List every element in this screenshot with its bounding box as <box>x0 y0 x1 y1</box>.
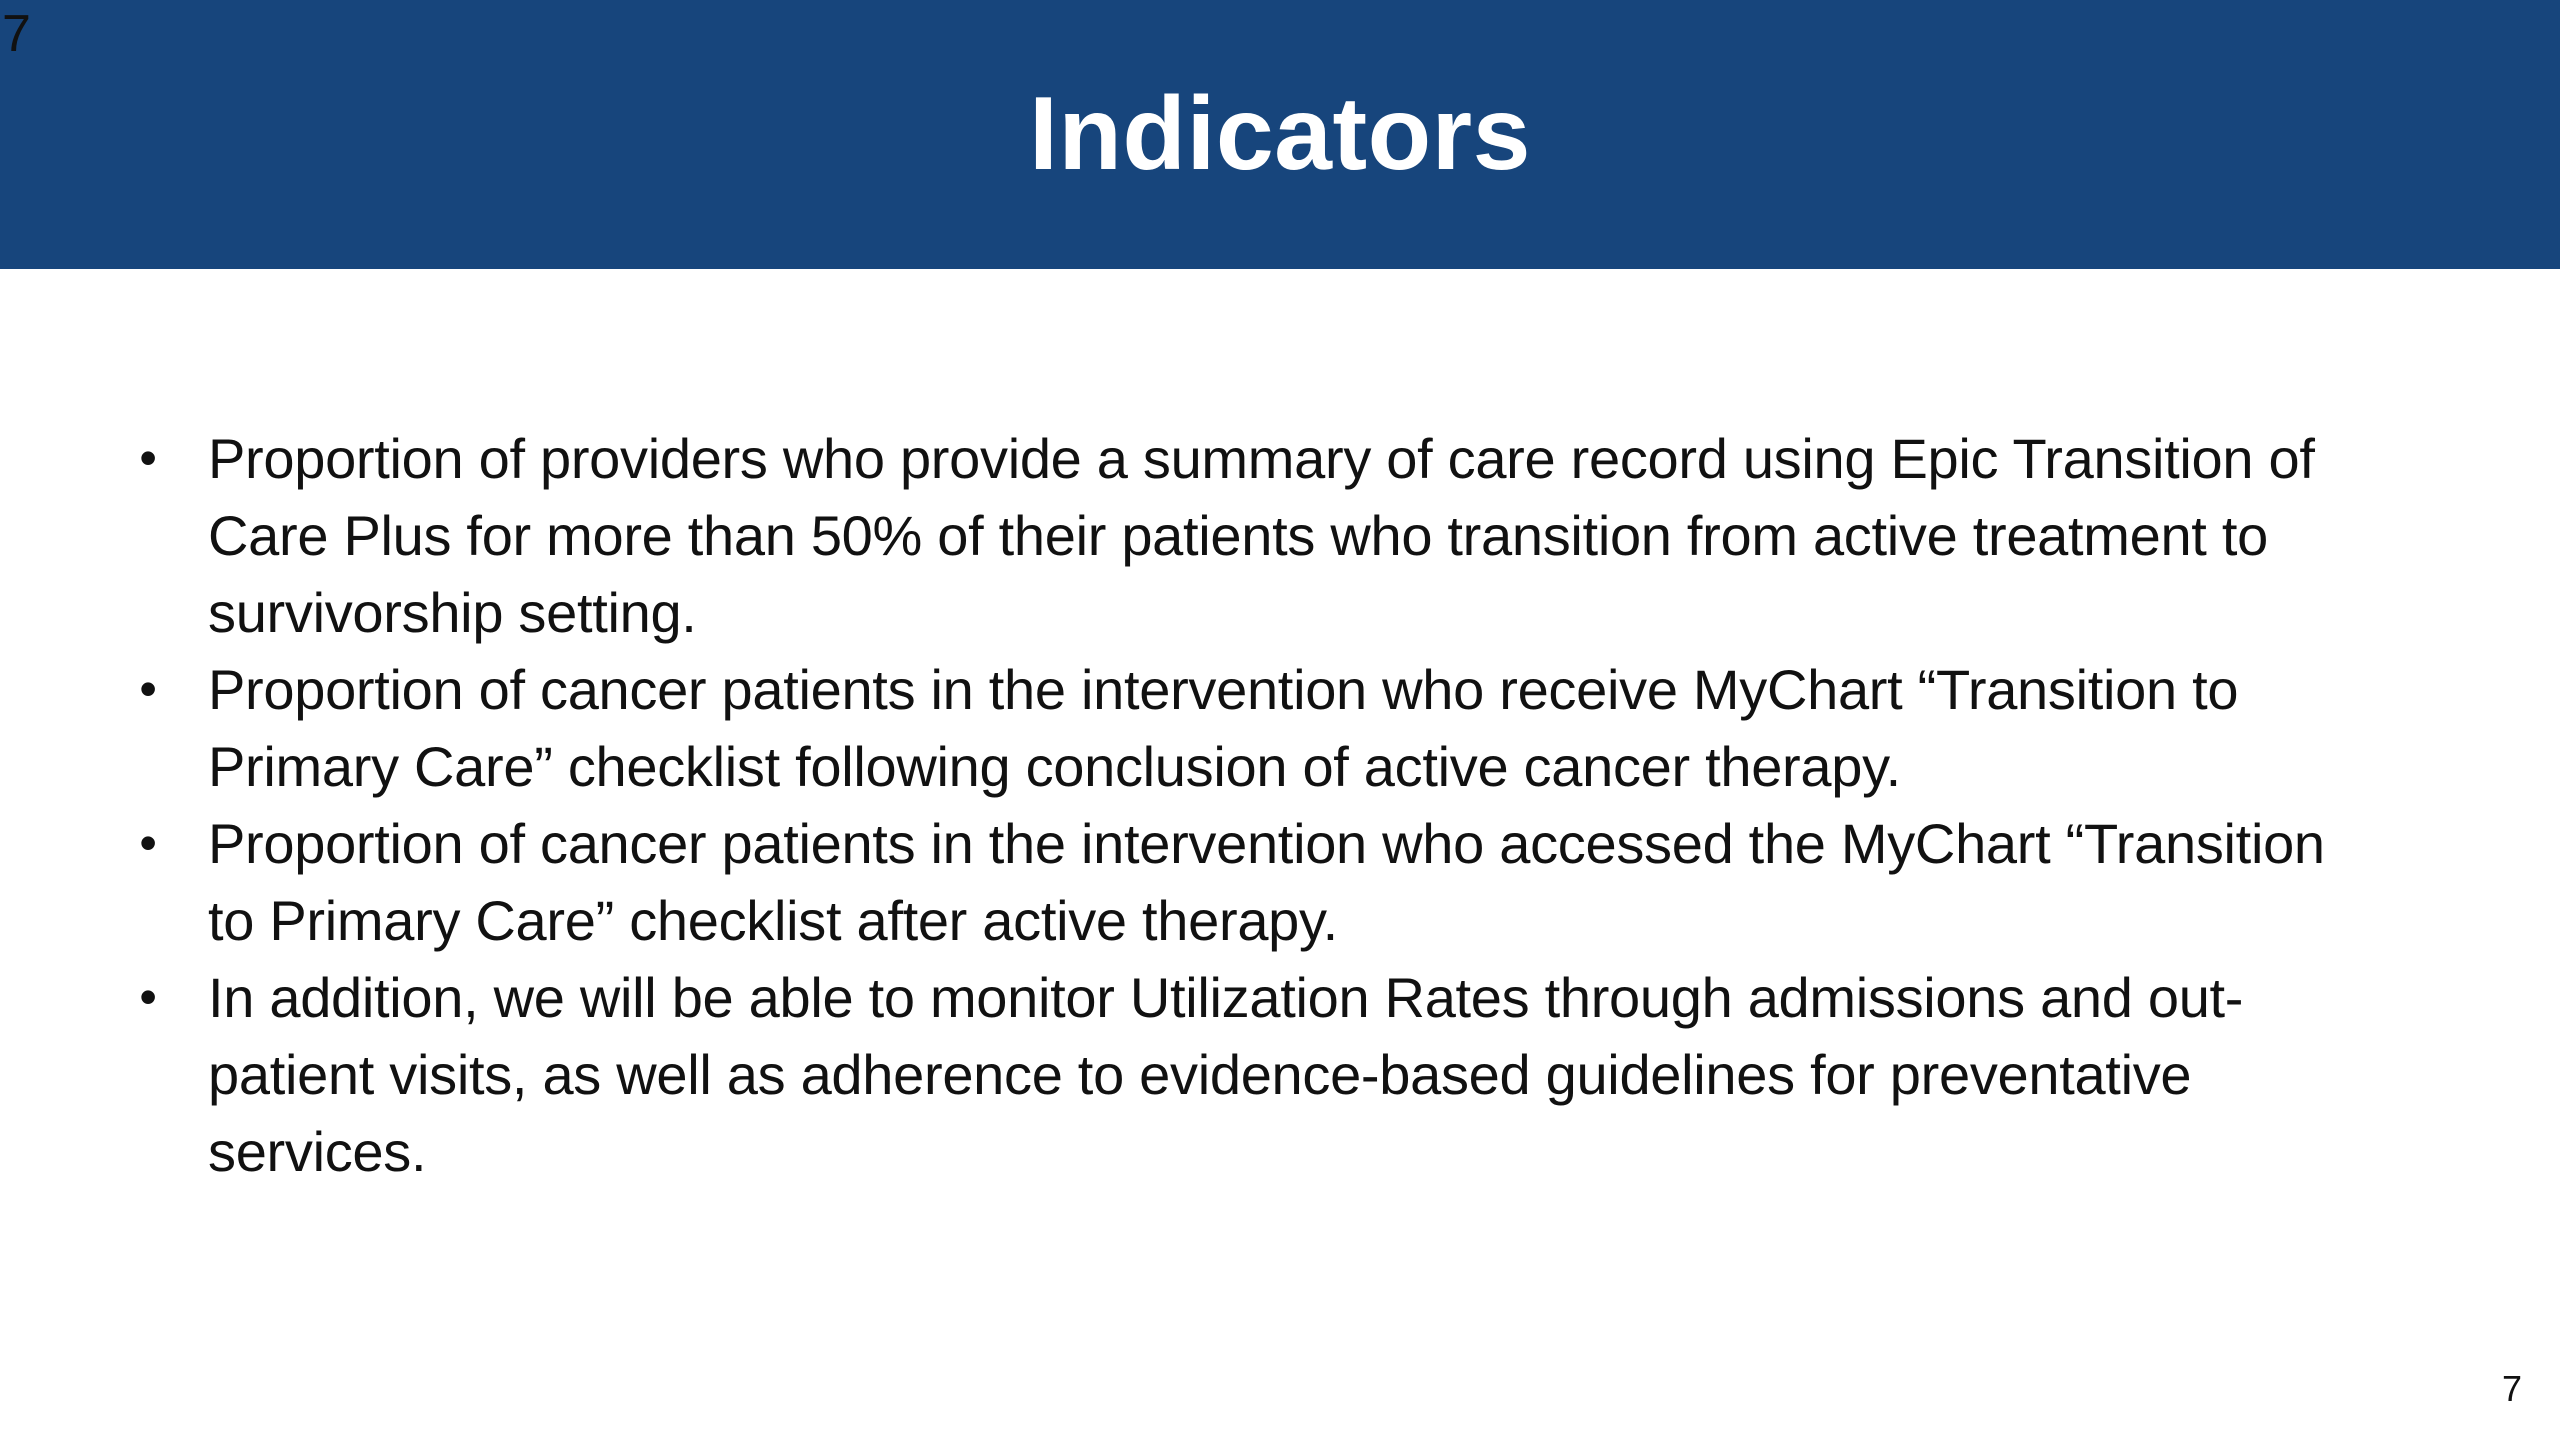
bullet-item <box>120 959 2360 1190</box>
bullet-marker: • <box>139 661 157 717</box>
bullet-item <box>120 651 2360 805</box>
bullet-text: Proportion of providers who provide a summary of care record using Epic Transition of Care Plus for more than 50% of their patients who transition from active treatment to survivorship setting. <box>208 427 2315 644</box>
bullet-marker: • <box>139 969 157 1025</box>
bullet-text: Proportion of cancer patients in the intervention who receive MyChart “Transition to Primary Care” checklist following conclusion of active cancer therapy. <box>208 658 2239 798</box>
bullet-text: In addition, we will be able to monitor Utilization Rates through admissions and out-patient visits, as well as adherence to evidence-based guidelines for preventative services. <box>208 966 2244 1183</box>
page-number: 7 <box>2501 1368 2522 1409</box>
bullet-marker: • <box>139 430 157 486</box>
bullet-item <box>120 420 2360 651</box>
corner-slide-number: 7 <box>2 5 31 63</box>
slide-title: Indicators <box>1029 76 1531 192</box>
bullet-marker: • <box>139 815 157 871</box>
bullet-item <box>120 805 2360 959</box>
bullet-list <box>120 420 2360 1190</box>
bullet-text: Proportion of cancer patients in the intervention who accessed the MyChart “Transition to Primary Care” checklist after active therapy. <box>208 812 2325 952</box>
